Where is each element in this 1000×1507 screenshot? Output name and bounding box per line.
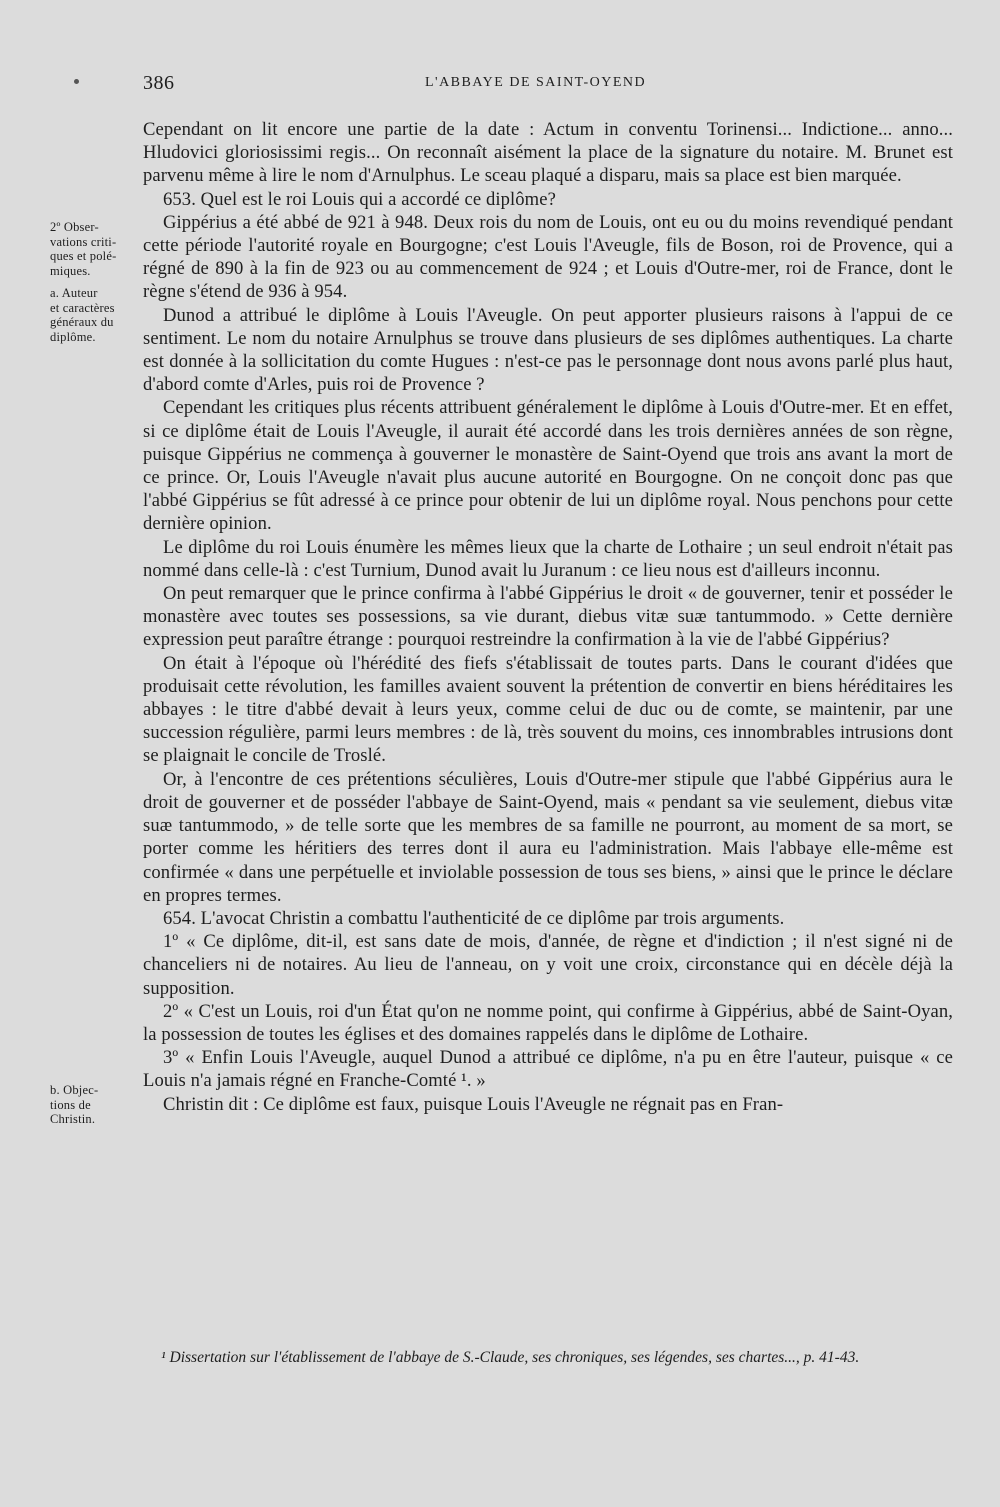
paragraph: 3º « Enfin Louis l'Aveugle, auquel Dunod a attribué ce diplôme, n'a pu en être l'auteur, puisque « ce Louis n'a jamais régné en Franche-Comté ¹. »: [143, 1047, 953, 1092]
margin-note-line: miques.: [50, 263, 91, 278]
paragraph: Gippérius a été abbé de 921 à 948. Deux rois du nom de Louis, ont eu ou du moins revendiqué pendant cette période l'autorité royale en Bourgogne; c'est Louis l'Aveugle, fils de Boson, roi de Provence, qui a régné de 890 à la fin de 923 ou au commencement de 924 ; et Louis d'Outre-mer, roi de France, dont le règne s'étend de 936 à 954.: [143, 211, 953, 303]
margin-note-line: diplôme.: [50, 329, 96, 344]
margin-note-line: et caractères: [50, 300, 115, 315]
margin-note-line: a. Auteur: [50, 286, 98, 300]
paragraph: Christin dit : Ce diplôme est faux, puisque Louis l'Aveugle ne régnait pas en Fran-: [163, 1093, 784, 1115]
margin-note-line: généraux du: [50, 315, 114, 329]
paragraph: Cependant on lit encore une partie de la date : Actum in conventu Torinensi... Indictione... anno... Hludovici gloriosissimi regis... On reconnaît aisément la place de la signature du notaire. M. Brunet est parvenu même à lire le nom d'Arnulphus. Le sceau plaqué a disparu, mais sa place est bien marquée.: [143, 119, 953, 187]
margin-note-objections: [50, 1083, 138, 1127]
paragraph: On était à l'époque où l'hérédité des fiefs s'établissait de toutes parts. Dans le courant d'idées que produisait cette révolution, les familles avaient souvent la prétention de convertir en biens héréditaires les abbayes : le titre d'abbé devait à leurs yeux, comme celui de duc ou de comte, se maintenir, par une succession régulière, parmi leurs membres : de là, très souvent du moins, ces innombrables intrusions dont se plaignait le concile de Troslé.: [143, 652, 953, 767]
paragraph: Dunod a attribué le diplôme à Louis l'Aveugle. On peut apporter plusieurs raisons à l'appui de ce sentiment. Le nom du notaire Arnulphus se trouve dans plusieurs de ses diplômes authentiques. La charte est donnée à la sollicitation du comte Hugues : n'est-ce pas le personnage dont nous avons parlé plus haut, d'abord comte d'Arles, puis roi de Provence ?: [143, 304, 953, 396]
page-number: 386: [143, 72, 175, 94]
paragraph: 653. Quel est le roi Louis qui a accordé ce diplôme?: [163, 188, 556, 210]
margin-note-observations: [50, 220, 138, 278]
paragraph: Or, à l'encontre de ces prétentions séculières, Louis d'Outre-mer stipule que l'abbé Gippérius aura le droit de gouverner et de posséder l'abbaye de Saint-Oyend, mais « pendant sa vie seulement, diebus vitæ suæ tantummodo, » de telle sorte que les membres de sa famille ne pourront, au moment de sa mort, se porter comme les héritiers des terres dont il aura eu l'administration. Mais l'abbaye elle-même est confirmée « dans une perpétuelle et inviolable possession de tous ses biens, » ainsi que le prince le déclare en propres termes.: [143, 768, 953, 906]
paragraph: On peut remarquer que le prince confirma à l'abbé Gippérius le droit « de gouverner, tenir et posséder le monastère avec toutes ses possessions, sa vie durant, diebus vitæ suæ tantummodo. » Cette dernière expression peut paraître étrange : pourquoi restreindre la confirmation à la vie de l'abbé Gippérius?: [143, 583, 953, 651]
paragraph: 654. L'avocat Christin a combattu l'authenticité de ce diplôme par trois arguments.: [163, 907, 785, 929]
margin-note-line: ques et polé-: [50, 249, 117, 263]
running-title: L'ABBAYE DE SAINT-OYEND: [425, 75, 647, 90]
paragraph: Le diplôme du roi Louis énumère les mêmes lieux que la charte de Lothaire ; un seul endroit n'était pas nommé dans celle-là : c'est Turnium, Dunod avait lu Juranum : ce lieu nous est d'ailleurs inconnu.: [143, 536, 953, 581]
paragraph: 1º « Ce diplôme, dit-il, est sans date de mois, d'année, de règne et d'indiction ; il n'est signé ni de chanceliers ni de notaires. Au lieu de l'anneau, on y voit une croix, circonstance qui en décèle déjà la supposition.: [143, 931, 953, 999]
margin-note-line: Christin.: [50, 1112, 96, 1126]
margin-note-line: 2º Obser-: [50, 220, 99, 234]
paragraph: 2º « C'est un Louis, roi d'un État qu'on ne nomme point, qui confirme à Gippérius, abbé de Saint-Oyan, la possession de toutes les églises et des domaines rappelés dans le diplôme de Lothaire.: [143, 1000, 953, 1045]
footnote-text: ¹ Dissertation sur l'établissement de l'abbaye de S.-Claude, ses chroniques, ses légendes, ses chartes..., p. 41-43.: [161, 1349, 860, 1366]
footnote: [143, 1348, 953, 1368]
paragraph: Cependant les critiques plus récents attribuent généralement le diplôme à Louis d'Outre-mer. Et en effet, si ce diplôme était de Louis l'Aveugle, il aurait été accordé dans les trois dernières années de son règne, puisque Gippérius ne commença à gouverner le monastère de Saint-Oyend que trois ans avant la mort de ce prince. Or, Louis l'Aveugle n'avait plus aucune autorité en Bourgogne. On ne conçoit donc pas que l'abbé Gippérius se fût adressé à ce prince pour obtenir de lui un diplôme royal. Nous penchons pour cette dernière opinion.: [143, 397, 953, 535]
body-text: [143, 118, 953, 1116]
printed-dot: [74, 79, 79, 84]
margin-note-line: tions de: [50, 1097, 91, 1112]
margin-note-auteur: [50, 286, 138, 344]
margin-note-line: vations criti-: [50, 234, 117, 249]
margin-note-line: b. Objec-: [50, 1083, 99, 1097]
